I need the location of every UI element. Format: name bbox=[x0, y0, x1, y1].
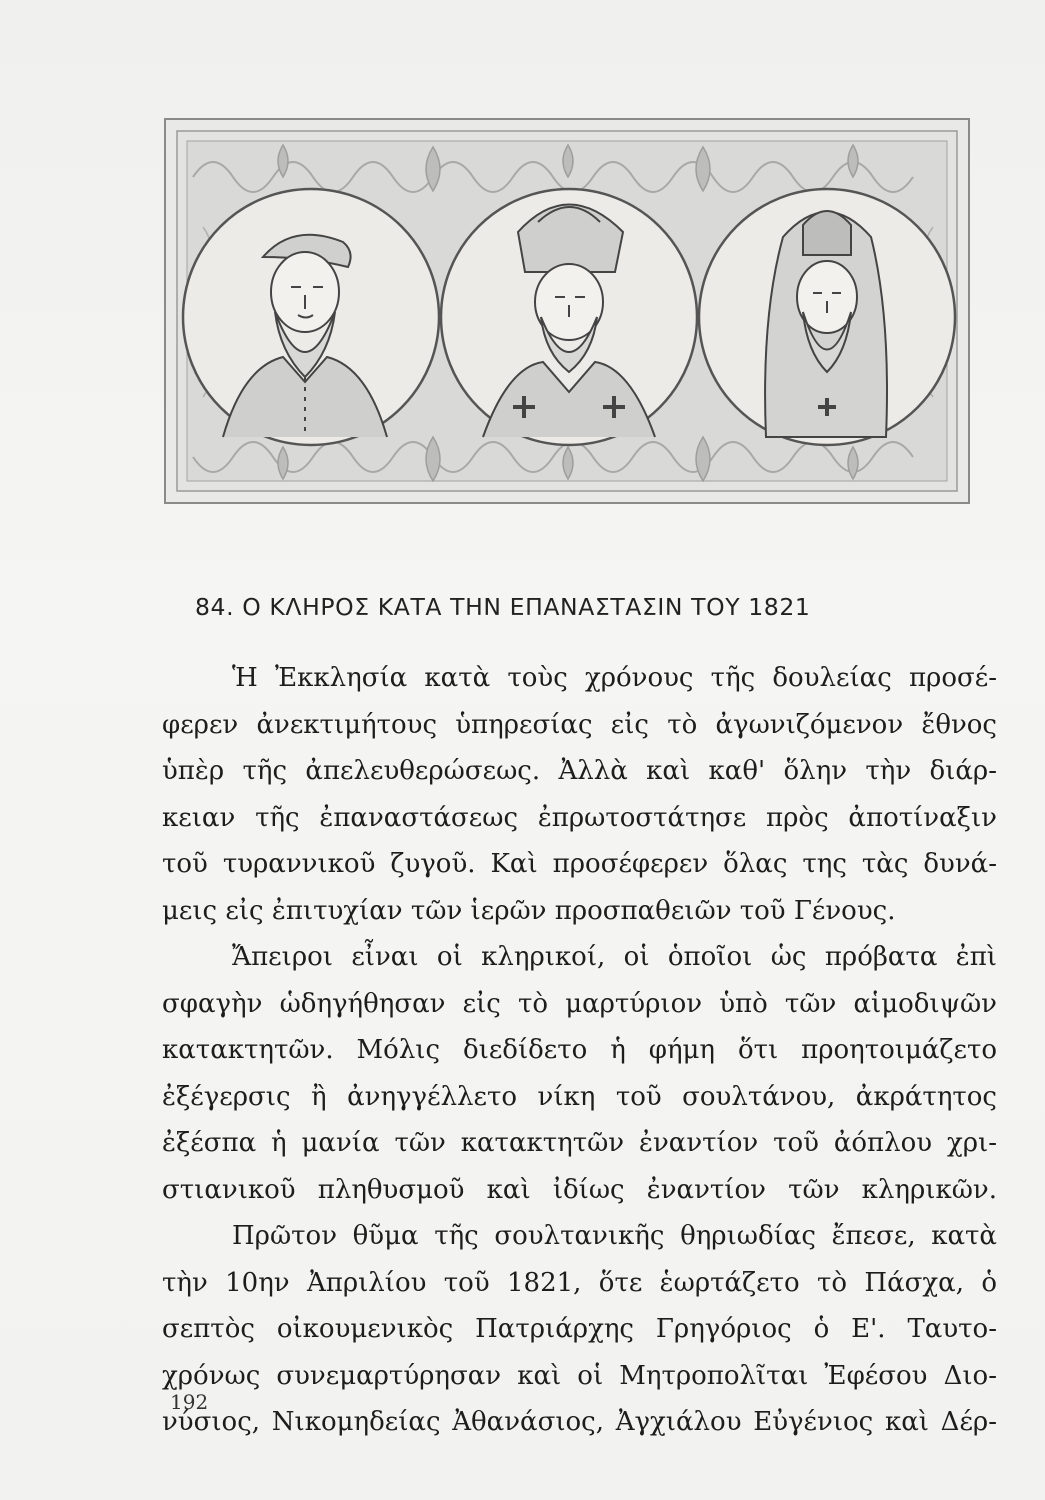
paragraph-line: ἐξέγερσις ἢ ἀνηγγέλλετο νίκη τοῦ σουλτάνου, ἀκράτητος bbox=[162, 1081, 997, 1112]
paragraph-line: κειαν τῆς ἐπαναστάσεως ἐπρωτοστάτησε πρὸς ἀποτίναξιν bbox=[162, 802, 997, 833]
paragraph-line: Ἡ Ἐκκλησία κατὰ τοὺς χρόνους τῆς δουλείας προσέ- bbox=[232, 663, 997, 693]
paragraph-line: νύσιος, Νικομηδείας Ἀθανάσιος, Ἀγχιάλου Εὐγένιος καὶ Δέρ- bbox=[162, 1407, 997, 1437]
paragraph-line: φερεν ἀνεκτιμήτους ὑπηρεσίας εἰς τὸ ἀγωνιζόμενον ἔθνος bbox=[162, 709, 997, 740]
page-number: 192 bbox=[170, 1390, 209, 1414]
paragraph-line: χρόνως συνεμαρτύρησαν καὶ οἱ Μητροπολῖται Ἐφέσου Διο- bbox=[162, 1360, 997, 1391]
body-paragraphs bbox=[162, 655, 997, 1446]
paragraph-line: ὑπὲρ τῆς ἀπελευθερώσεως. Ἀλλὰ καὶ καθ' ὅλην τὴν διάρ- bbox=[162, 756, 997, 786]
paragraph-line: κατακτητῶν. Μόλις διεδίδετο ἡ φήμη ὅτι προητοιμάζετο bbox=[162, 1035, 997, 1065]
paragraph-line: σεπτὸς οἰκουμενικὸς Πατριάρχης Γρηγόριος ὁ Ε'. Ταυτο- bbox=[162, 1314, 997, 1344]
paragraph-line: μεις εἰς ἐπιτυχίαν τῶν ἱερῶν προσπαθειῶν τοῦ Γένους. bbox=[162, 895, 896, 926]
section-heading: 84. Ο ΚΛΗΡΟΣ ΚΑΤΑ ΤΗΝ ΕΠΑΝΑΣΤΑΣΙΝ ΤΟΥ 1821 bbox=[195, 593, 811, 621]
portrait-right bbox=[765, 211, 887, 437]
paragraph-line: ἐξέσπα ἡ μανία τῶν κατακτητῶν ἐναντίον τοῦ ἀόπλου χρι- bbox=[162, 1128, 997, 1158]
paragraph-line: Ἄπειροι εἶναι οἱ κληρικοί, οἱ ὁποῖοι ὡς πρόβατα ἐπὶ bbox=[232, 942, 997, 972]
three-clergy-portraits-engraving bbox=[163, 117, 971, 507]
paragraph-line: τὴν 10ην Ἀπριλίου τοῦ 1821, ὅτε ἑωρτάζετο τὸ Πάσχα, ὁ bbox=[162, 1267, 997, 1298]
paragraph-line: Πρῶτον θῦμα τῆς σουλτανικῆς θηριωδίας ἔπεσε, κατὰ bbox=[232, 1221, 997, 1251]
paragraph-line: τοῦ τυραννικοῦ ζυγοῦ. Καὶ προσέφερεν ὅλας της τὰς δυνά- bbox=[162, 849, 997, 879]
paragraph-line: σφαγὴν ὡδηγήθησαν εἰς τὸ μαρτύριον ὑπὸ τῶν αἱμοδιψῶν bbox=[162, 988, 997, 1019]
paragraph-line: στιανικοῦ πληθυσμοῦ καὶ ἰδίως ἐναντίον τῶν κληρικῶν. bbox=[162, 1174, 997, 1205]
